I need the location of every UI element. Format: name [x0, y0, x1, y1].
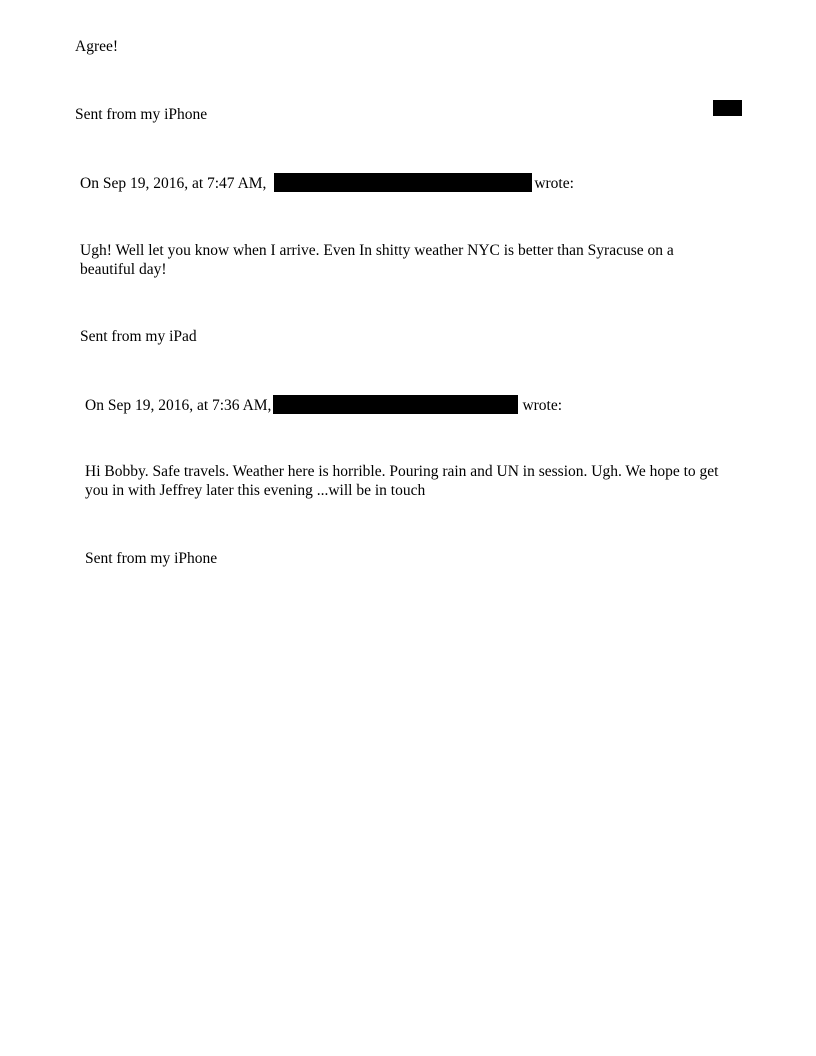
quoted-header-1-suffix: wrote:	[534, 175, 574, 192]
sender-redaction-1	[274, 173, 532, 192]
quoted-header-1	[80, 173, 574, 193]
quoted-body-2: Hi Bobby. Safe travels. Weather here is horrible. Pouring rain and UN in session. Ugh. We hope to get you in with Jeffrey later this evening ...will be in touch	[85, 463, 719, 499]
quoted-header-2	[85, 395, 562, 415]
quoted-body-1: Ugh! Well let you know when I arrive. Even In shitty weather NYC is better than Syracuse on a beautiful day!	[80, 242, 674, 278]
quoted-header-2-suffix: wrote:	[522, 397, 563, 414]
redaction-box	[713, 100, 742, 116]
reply-text: Agree!	[75, 38, 119, 55]
quoted-header-1-prefix: On Sep 19, 2016, at 7:47 AM,	[80, 175, 267, 192]
sender-redaction-2	[273, 395, 518, 414]
quoted-signature-1: Sent from my iPad	[80, 328, 197, 345]
quoted-header-2-prefix: On Sep 19, 2016, at 7:36 AM,	[85, 397, 272, 414]
quoted-signature-2: Sent from my iPhone	[85, 550, 218, 567]
reply-signature: Sent from my iPhone	[75, 106, 208, 123]
